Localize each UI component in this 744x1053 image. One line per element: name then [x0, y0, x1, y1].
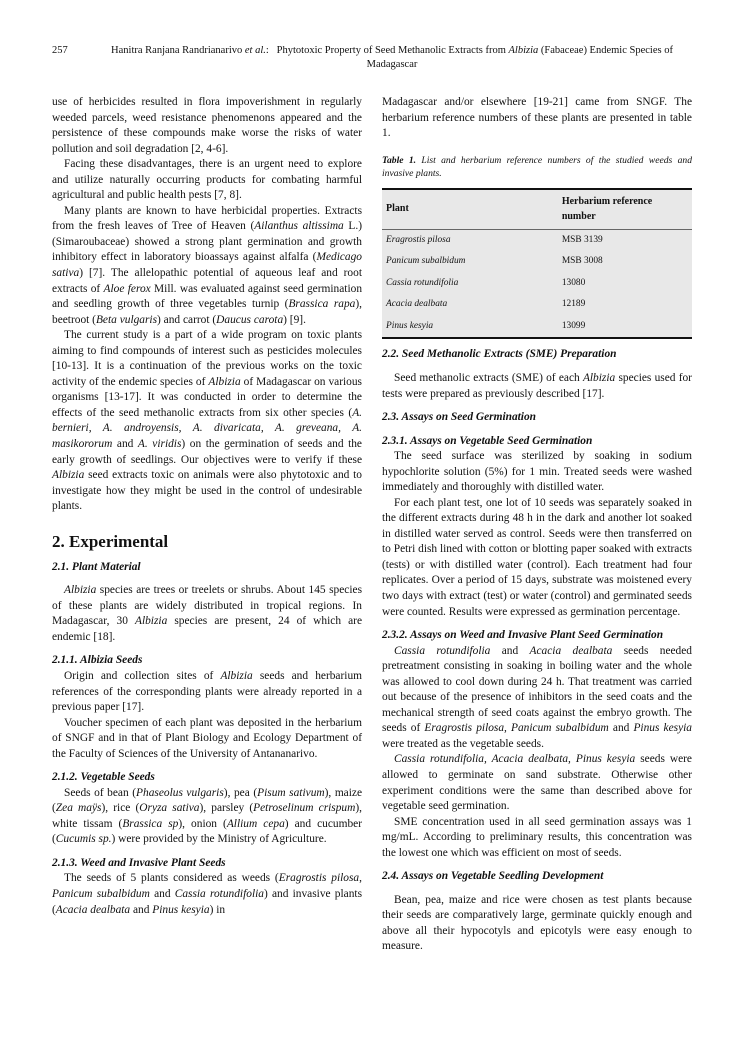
table-row: [382, 229, 692, 251]
text-run: ) and carrot (: [157, 313, 217, 326]
paragraph: [52, 786, 362, 848]
text-run: SME concentration used in all seed germination assays was 1 mg/mL. According to preliminary results, this concentration was the lowest one which was efficient on most of seeds.: [382, 815, 692, 859]
column-header-reference: Herbarium reference number: [562, 189, 692, 230]
text-run: 2.4. Assays on Vegetable Seedling Development: [382, 870, 604, 883]
italic-term: Eragrostis pilosa, Panicum subalbidum: [424, 722, 609, 735]
italic-term: Albizia: [220, 669, 253, 682]
paragraph: [382, 644, 692, 753]
text-run: ), onion (: [178, 817, 227, 830]
italic-term: Brassica sp: [122, 817, 179, 830]
italic-term: Oryza sativa: [139, 802, 200, 815]
table-row: [382, 251, 692, 273]
paragraph: [52, 204, 362, 328]
text-run: were treated as the vegetable seeds.: [382, 737, 544, 750]
reference-number: MSB 3008: [561, 256, 603, 267]
text-run: ) on the germination of seeds and the early growth of seedlings. Our objectives were to verify if these: [52, 438, 362, 466]
paragraph: [382, 95, 692, 142]
italic-term: Eragrostis pilosa: [278, 872, 360, 885]
italic-term: Cucumis sp.: [55, 833, 112, 846]
right-column-intro: [382, 95, 692, 142]
text-run: ), pea (: [223, 786, 258, 799]
reference-number: 13099: [561, 320, 586, 331]
text-run: Madagascar and/or elsewhere [19-21] came from SNGF. The herbarium reference numbers of these plants are presented in table 1.: [382, 96, 692, 140]
text-run: For each plant test, one lot of 10 seeds was separately soaked in the different extracts during 48 h in the dark and another lot soaked in distilled water served as control. Seeds were then transferred on to Petri dish lined with cotton or blotting paper soaked with extracts (tests) or with distilled water (control). Each treatment had four replicates. Over a period of 15 days, substrate was moistened every two days with extract (test) or water (control) and germinated seeds were counted. Results were expressed as germination percentage.: [382, 496, 692, 618]
paragraph: [382, 893, 692, 955]
text-run: 2.3.1. Assays on Vegetable Seed Germination: [382, 434, 593, 447]
text-run: Mill. was evaluated against seed germination and seedling growth of three vegetables turnip (: [52, 282, 363, 311]
text-run: ) in: [209, 903, 226, 916]
italic-term: Medicago sativa: [52, 251, 362, 280]
text-run: ) were provided by the Ministry of Agriculture.: [111, 833, 327, 846]
text-run: Voucher specimen of each plant was deposited in the herbarium of SNGF and in that of Plant Biology and Ecology Department of the Faculty of Sciences of the University of Antananarivo.: [52, 716, 362, 760]
text-run: 2.2. Seed Methanolic Extracts (SME) Preparation: [382, 348, 617, 361]
text-run: ) and cucumber (: [52, 817, 363, 846]
italic-term: A. bernieri, A. androyensis, A. divaricata, A. greveana, A. masikororum: [52, 406, 362, 451]
italic-term: Cassia rotundifolia: [174, 887, 264, 900]
italic-term: Albizia: [582, 371, 616, 384]
reference-number: MSB 3139: [561, 234, 603, 245]
subsection-heading: [382, 347, 692, 363]
paragraph: [52, 583, 362, 645]
text-run: ) and invasive plants (: [52, 887, 362, 916]
italic-term: Phaseolus vulgaris: [136, 786, 224, 799]
text-run: seed extracts toxic on animals were also phytotoxic and to investigate how they might be used in the control of undesirable plants.: [52, 469, 362, 513]
text-run: seeds were allowed to germinate on sand substrate. Otherwise other experiment conditions were the same than described above for vegetable seed germination.: [382, 753, 692, 813]
text-run: Facing these disadvantages, there is an urgent need to explore and utilize naturally occurring products for combating harmful agricultural and public health pests [7, 8].: [52, 158, 362, 202]
text-run: 2. Experimental: [52, 531, 169, 551]
text-run: and: [608, 722, 634, 735]
header-title: Phytotoxic Property of Seed Methanolic Extracts from: [276, 45, 509, 56]
text-run: Origin and collection sites of: [64, 669, 221, 682]
italic-term: Pisum sativum: [257, 786, 325, 799]
italic-term: Albizia: [64, 584, 97, 597]
text-run: and: [149, 887, 175, 900]
text-run: ), beetroot (: [52, 298, 363, 326]
text-run: and: [130, 903, 153, 916]
subsection-heading: [52, 770, 362, 786]
header-colon: :: [265, 45, 269, 56]
table-row: [382, 294, 692, 316]
text-run: seeds needed pretreatment consisting in soaking in boiling water and the whole was allowed to cool down during 24 h. That treatment was carried out because of the presence of inhibitors in the seed coats and the mechanical strength of seed coats against the embryo growth. The seeds of: [382, 644, 692, 735]
plant-name: Eragrostis pilosa: [386, 234, 451, 245]
subsection-heading: [52, 653, 362, 669]
italic-term: Daucus carota: [216, 313, 284, 326]
italic-term: Beta vulgaris: [95, 313, 158, 326]
subsection-heading: [382, 628, 692, 644]
page-number: 257: [52, 45, 68, 56]
right-column-body: [382, 347, 692, 954]
italic-term: Petroselinum crispum: [253, 802, 356, 815]
plant-name: Pinus kesyia: [386, 320, 434, 331]
plant-name: Cassia rotundifolia: [386, 277, 459, 288]
italic-term: Albizia: [52, 469, 85, 482]
italic-term: Ailanthus altissima: [254, 220, 344, 233]
text-run: 2.1.2. Vegetable Seeds: [52, 771, 155, 784]
subsection-heading: [382, 434, 692, 450]
italic-term: Pinus kesyia: [633, 722, 692, 735]
italic-term: Albizia: [134, 615, 168, 628]
text-run: and: [490, 644, 530, 657]
table-header-row: [382, 189, 692, 230]
paragraph: [382, 496, 692, 620]
italic-term: Albizia: [208, 375, 241, 388]
text-run: ), maize (: [52, 786, 363, 815]
italic-term: Cassia rotundifolia: [394, 644, 491, 657]
text-run: The seeds of 5 plants considered as weeds (: [64, 872, 279, 885]
text-run: Seed methanolic extracts (SME) of each: [394, 371, 583, 384]
herbarium-table: [382, 188, 692, 340]
plant-name: Acacia dealbata: [386, 299, 448, 310]
italic-term: Acacia dealbata: [529, 644, 613, 657]
text-run: ), white tissam (: [52, 802, 362, 830]
right-column: [382, 95, 692, 955]
reference-number: 13080: [561, 277, 586, 288]
table-row: [382, 316, 692, 339]
paragraph: [52, 328, 362, 515]
text-run: ) [9].: [283, 313, 306, 326]
text-run: and: [112, 438, 138, 451]
text-run: Bean, pea, maize and rice were chosen as test plants because their seeds are comparatively large, germinate quickly enough and above all their hypocotyls and epicotyls were easy enough to measure.: [382, 893, 692, 953]
text-run: ) [7]. The allelopathic potential of aqueous leaf and root extracts of: [52, 267, 362, 295]
text-run: 2.3.2. Assays on Weed and Invasive Plant Seed Germination: [382, 629, 664, 642]
text-run: Many plants are known to have herbicidal properties. Extracts from the fresh leaves of Tree of Heaven (: [52, 204, 362, 233]
text-run: ), rice (: [101, 802, 140, 815]
italic-term: Zea maÿs: [55, 802, 102, 815]
table-label: Table 1.: [382, 154, 417, 166]
subsection-heading: [382, 410, 692, 426]
text-run: The current study is a part of a wide program on toxic plants aiming to find compounds of interest such as pesticides molecules [10-13]. It is a continuation of the previous works on the toxic activity of the endemic species of: [52, 329, 362, 388]
paragraph: [52, 157, 362, 204]
italic-term: Panicum subalbidum: [52, 887, 150, 900]
text-run: of Madagascar on various organisms [13-17]. It was conducted in order to determine the effects of the seed methanolic extracts from six other species (: [52, 375, 362, 419]
subsection-heading: [382, 869, 692, 885]
text-run: seeds and herbarium references of the corresponding plants were already reported in a previous paper [17].: [52, 669, 362, 714]
plant-name: Panicum subalbidum: [386, 256, 466, 267]
italic-term: Allium cepa: [226, 817, 285, 830]
italic-term: Pinus kesyia: [152, 903, 210, 916]
paragraph: [382, 752, 692, 814]
italic-term: Aloe ferox: [103, 282, 151, 295]
table-caption: [382, 154, 692, 180]
paragraph: [52, 716, 362, 763]
section-heading: [52, 532, 362, 552]
running-title: [92, 44, 692, 72]
text-run: species used for tests were prepared as previously described [17].: [382, 371, 692, 400]
left-column: [52, 95, 362, 918]
text-run: ), parsley (: [199, 802, 254, 815]
text-run: ,: [359, 872, 362, 885]
text-run: use of herbicides resulted in flora impoverishment in regularly weeded parcels, weed resistance phenomenons appeared and the persistence of these compounds make worse the risks of water pollution and soil degradation [2, 4-6].: [52, 96, 362, 155]
text-run: Seeds of bean (: [64, 786, 137, 799]
text-run: 2.1. Plant Material: [52, 560, 141, 573]
paragraph: [382, 449, 692, 496]
subsection-heading: [52, 560, 362, 576]
italic-term: A. viridis: [137, 438, 182, 451]
text-run: 2.1.1. Albizia Seeds: [52, 654, 143, 667]
text-run: The seed surface was sterilized by soaking in sodium hypochlorite solution (5%) for 1 min. Treated seeds were washed immediately and thoroughly with distilled water.: [382, 450, 692, 494]
paragraph: [382, 371, 692, 402]
table-caption-text: List and herbarium reference numbers of the studied weeds and invasive plants.: [382, 154, 692, 179]
header-etal: et al.: [244, 45, 266, 56]
paragraph: [382, 815, 692, 862]
text-run: 2.1.3. Weed and Invasive Plant Seeds: [52, 856, 226, 869]
italic-term: Brassica rapa: [288, 298, 356, 311]
table-row: [382, 273, 692, 295]
header-title-end: (Fabaceae) Endemic Species of Madagascar: [366, 45, 673, 70]
paragraph: [52, 95, 362, 157]
subsection-heading: [52, 856, 362, 872]
text-run: 2.3. Assays on Seed Germination: [382, 411, 537, 424]
italic-term: Cassia rotundifolia, Acacia dealbata, Pinus kesyia: [394, 753, 636, 766]
text-run: L.) (Simaroubaceae) showed a strong plant germination and growth inhibitory effect in laboratory bioassays against alfalfa (: [52, 220, 362, 264]
column-header-plant: Plant: [382, 189, 562, 230]
text-run: species are present, 24 of which are endemic [18].: [52, 615, 362, 643]
reference-number: 12189: [561, 299, 586, 310]
header-genus: Albizia: [508, 45, 539, 56]
italic-term: Acacia dealbata: [55, 903, 131, 916]
paragraph: [52, 871, 362, 918]
text-run: species are trees or treelets or shrubs. About 145 species of these plants are widely distributed in tropical regions. In Madagascar, 30: [52, 584, 362, 628]
paragraph: [52, 669, 362, 716]
header-authors: Hanitra Ranjana Randrianarivo: [111, 45, 245, 56]
